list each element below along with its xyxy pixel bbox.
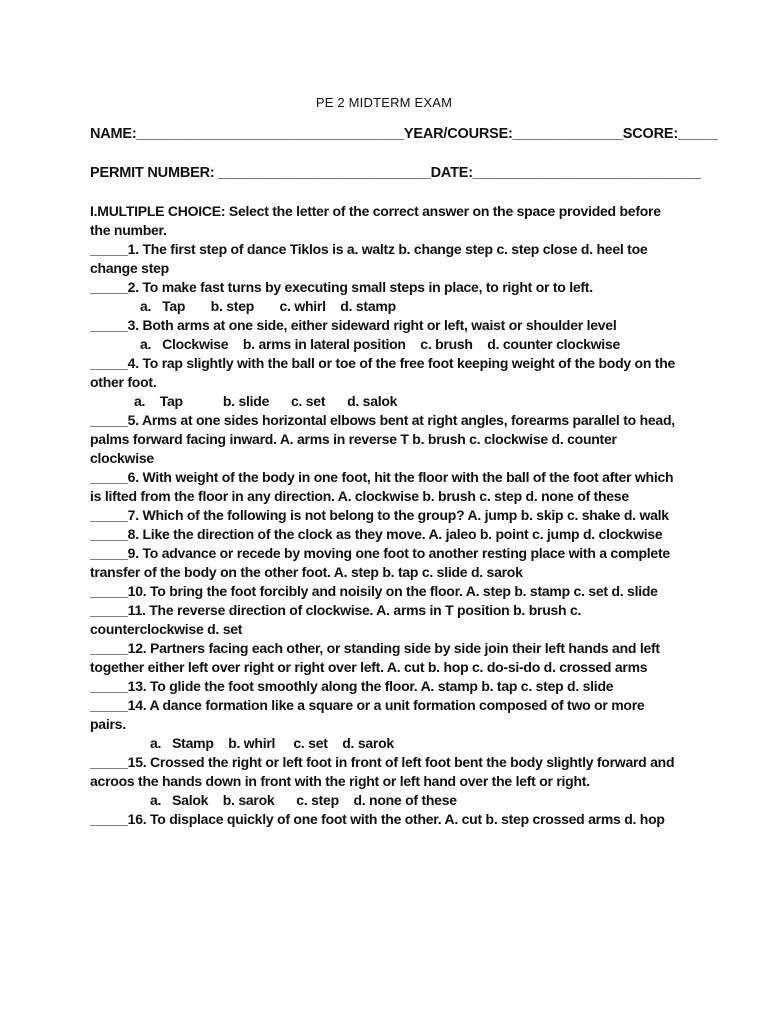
question-15: _____15. Crossed the right or left foot in front of left foot bent the body slightly forward and acroos the hands down in front with the right or left hand over the left or right. — [90, 754, 675, 789]
question-2: _____2. To make fast turns by executing small steps in place, to right or to left. — [90, 279, 593, 295]
question-6: _____6. With weight of the body in one foot, hit the floor with the ball of the foot after which is lifted from the floor in any direction. A. clockwise b. brush c. step d. none of these — [90, 469, 674, 504]
question-3-options: a. Clockwise b. arms in lateral position c. brush d. counter clockwise — [140, 336, 621, 352]
question-15-options: a. Salok b. sarok c. step d. none of these — [150, 792, 457, 808]
question-4-options: a. Tap b. slide c. set d. salok — [134, 393, 398, 409]
question-16: _____16. To displace quickly of one foot with the other. A. cut b. step crossed arms d. hop — [90, 811, 665, 827]
question-9: _____9. To advance or recede by moving one foot to another resting place with a complete transfer of the body on the other foot. A. step b. tap c. slide d. sarok — [90, 545, 670, 580]
question-14: _____14. A dance formation like a square or a unit formation composed of two or more pairs. — [90, 697, 645, 732]
question-1: _____1. The first step of dance Tiklos is a. waltz b. change step c. step close d. heel toe change step — [90, 241, 648, 276]
permit-date-line: PERMIT NUMBER: ___________________________DATE:_____________________________ — [90, 165, 701, 181]
section-instruction: I.MULTIPLE CHOICE: Select the letter of the correct answer on the space provided before the number. — [90, 203, 661, 238]
question-7: _____7. Which of the following is not belong to the group? A. jump b. skip c. shake d. walk — [90, 507, 669, 523]
exam-content — [90, 202, 682, 829]
question-3: _____3. Both arms at one side, either sideward right or left, waist or shoulder level — [90, 317, 617, 333]
question-5: _____5. Arms at one sides horizontal elbows bent at right angles, forearms parallel to head, palms forward facing inward. A. arms in reverse T b. brush c. clockwise d. counter clockwise — [90, 412, 675, 466]
question-13: _____13. To glide the foot smoothly along the floor. A. stamp b. tap c. step d. slide — [90, 678, 614, 694]
question-4: _____4. To rap slightly with the ball or toe of the free foot keeping weight of the body on the other foot. — [90, 355, 676, 390]
question-2-options: a. Tap b. step c. whirl d. stamp — [140, 298, 396, 314]
question-10: _____10. To bring the foot forcibly and noisily on the floor. A. step b. stamp c. set d. slide — [90, 583, 658, 599]
page-title: PE 2 MIDTERM EXAM — [315, 95, 453, 110]
question-14-options: a. Stamp b. whirl c. set d. sarok — [150, 735, 394, 751]
question-8: _____8. Like the direction of the clock as they move. A. jaleo b. point c. jump d. clockwise — [90, 526, 663, 542]
student-info-line: NAME:__________________________________YEAR/COURSE:______________SCORE:_____ — [90, 126, 718, 142]
question-12: _____12. Partners facing each other, or standing side by side join their left hands and left together either left over right or right over left. A. cut b. hop c. do-si-do d. crossed arms — [90, 640, 660, 675]
question-11: _____11. The reverse direction of clockwise. A. arms in T position b. brush c. counterclockwise d. set — [90, 602, 582, 637]
